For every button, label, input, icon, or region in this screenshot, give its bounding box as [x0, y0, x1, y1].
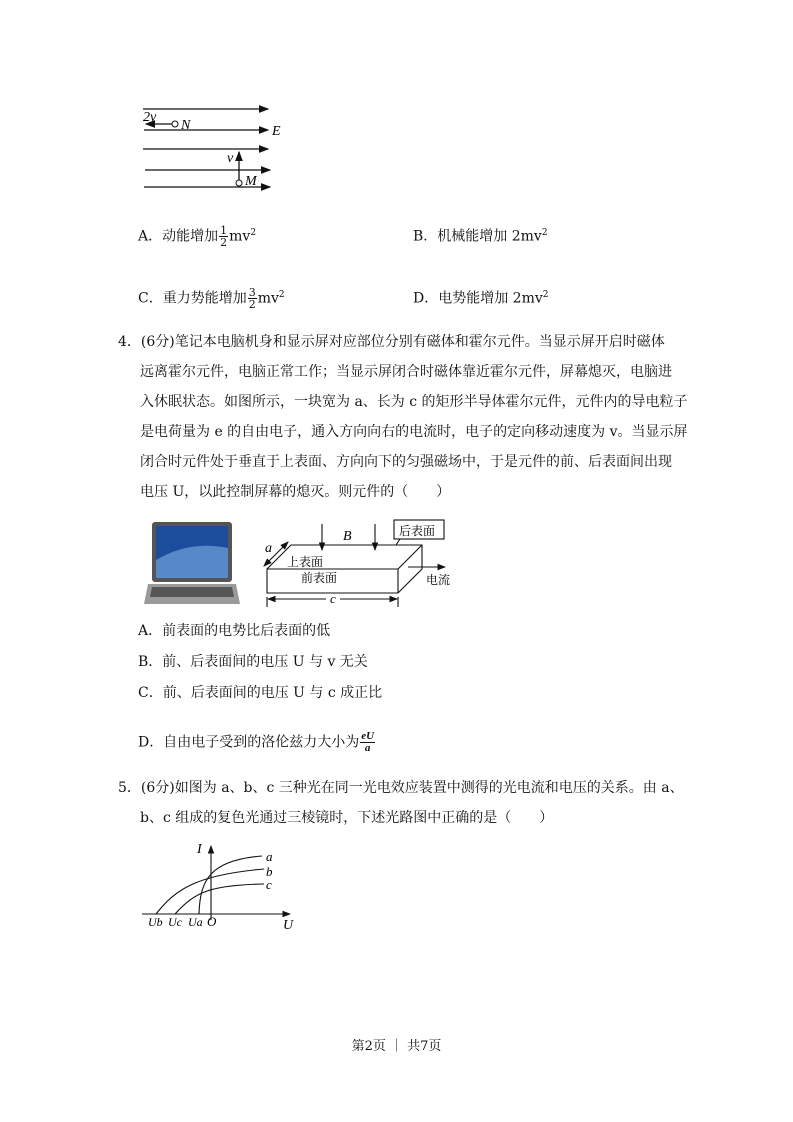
- label-a: a: [265, 541, 272, 556]
- curve-label-c: c: [266, 877, 272, 892]
- q3-option-c[interactable]: [138, 286, 285, 310]
- label-back-surface: 后表面: [399, 524, 436, 538]
- q4-line-3: 入休眠状态。如图所示，一块宽为 a、长为 c 的矩形半导体霍尔元件，元件内的导电粒子: [140, 394, 688, 410]
- option-letter: B．: [413, 228, 438, 245]
- label-B: B: [343, 529, 352, 544]
- option-text: 机械能增加 2mv: [437, 228, 542, 245]
- option-text: 前表面的电势比后表面的低: [162, 623, 331, 639]
- curve-c: [175, 884, 264, 914]
- axis-label-U: U: [283, 918, 294, 933]
- denominator: a: [364, 742, 371, 754]
- option-letter: C．: [138, 685, 163, 701]
- page-footer: 第2页 ｜ 共7页: [351, 1039, 442, 1054]
- curve-label-b: b: [266, 864, 273, 879]
- q3-option-b[interactable]: [413, 224, 548, 246]
- option-text: 前、后表面间的电压 U 与 v 无关: [162, 654, 368, 670]
- label-E: E: [272, 124, 281, 139]
- q3-option-d[interactable]: [413, 286, 549, 308]
- exponent: 2: [250, 228, 257, 238]
- q5-line-2: b、c 组成的复色光通过三棱镜时，下述光路图中正确的是（ ）: [140, 810, 554, 826]
- fraction: [248, 287, 257, 310]
- label-top-surface: 上表面: [287, 555, 324, 569]
- q4-line-1: 4．(6分)笔记本电脑机身和显示屏对应部位分别有磁体和霍尔元件。当显示屏开启时磁体: [118, 334, 665, 350]
- q4-option-d[interactable]: [138, 731, 376, 754]
- label-Ua: Ua: [188, 915, 203, 929]
- option-letter: D．: [138, 734, 164, 751]
- exponent: 2: [542, 290, 549, 300]
- label-M: M: [245, 174, 257, 189]
- option-text: 动能增加: [162, 228, 219, 245]
- q4-line-4: 是电荷量为 e 的自由电子，通入方向向右的电流时，电子的定向移动速度为 v。当显示屏: [140, 424, 688, 440]
- q4-line-5: 闭合时元件处于垂直于上表面、方向向下的匀强磁场中，于是元件的前、后表面间出现: [140, 454, 672, 470]
- option-letter: A．: [138, 228, 163, 245]
- option-letter: B．: [138, 654, 163, 670]
- q5-line-1: 5．(6分)如图为 a、b、c 三种光在同一光电效应装置中测得的光电流和电压的关系。由 a、: [118, 780, 684, 796]
- option-letter: C．: [138, 290, 163, 307]
- curve-label-a: a: [266, 849, 273, 864]
- option-text: 电势能增加 2mv: [438, 290, 543, 307]
- denominator: 2: [248, 298, 256, 312]
- option-letter: A．: [138, 623, 163, 639]
- option-text: 重力势能增加: [162, 290, 247, 307]
- q4-option-c[interactable]: [138, 684, 382, 702]
- label-current: 电流: [426, 573, 451, 587]
- exponent: 2: [278, 290, 285, 300]
- option-text: 前、后表面间的电压 U 与 c 成正比: [162, 685, 383, 701]
- numerator: eU: [361, 730, 375, 742]
- numerator: 3: [248, 286, 256, 300]
- q4-option-b[interactable]: [138, 653, 368, 671]
- label-v: v: [227, 151, 234, 166]
- q4-option-a[interactable]: [138, 622, 330, 640]
- label-Ub: Ub: [148, 915, 163, 929]
- exponent: 2: [541, 228, 548, 238]
- option-tail: mv: [229, 228, 251, 245]
- label-front-surface: 前表面: [301, 571, 338, 585]
- label-2v: 2v: [143, 110, 157, 125]
- q4-line-6: 电压 U，以此控制屏幕的熄灭。则元件的（ ）: [140, 484, 451, 500]
- option-text: 自由电子受到的洛伦兹力大小为: [163, 734, 360, 751]
- q3-option-a[interactable]: [138, 224, 256, 248]
- q4-line-2: 远离霍尔元件，电脑正常工作；当显示屏闭合时磁体靠近霍尔元件，屏幕熄灭，电脑进: [140, 364, 672, 380]
- label-Uc: Uc: [168, 915, 182, 929]
- axis-label-I: I: [197, 842, 202, 857]
- fraction: [360, 731, 375, 754]
- numerator: 1: [220, 224, 228, 238]
- curve-a: [199, 856, 262, 914]
- label-N: N: [181, 118, 191, 133]
- option-tail: mv: [257, 290, 279, 307]
- label-origin: O: [207, 914, 217, 929]
- option-letter: D．: [413, 290, 439, 307]
- label-c: c: [330, 591, 336, 606]
- fraction: [219, 225, 228, 248]
- denominator: 2: [220, 236, 228, 250]
